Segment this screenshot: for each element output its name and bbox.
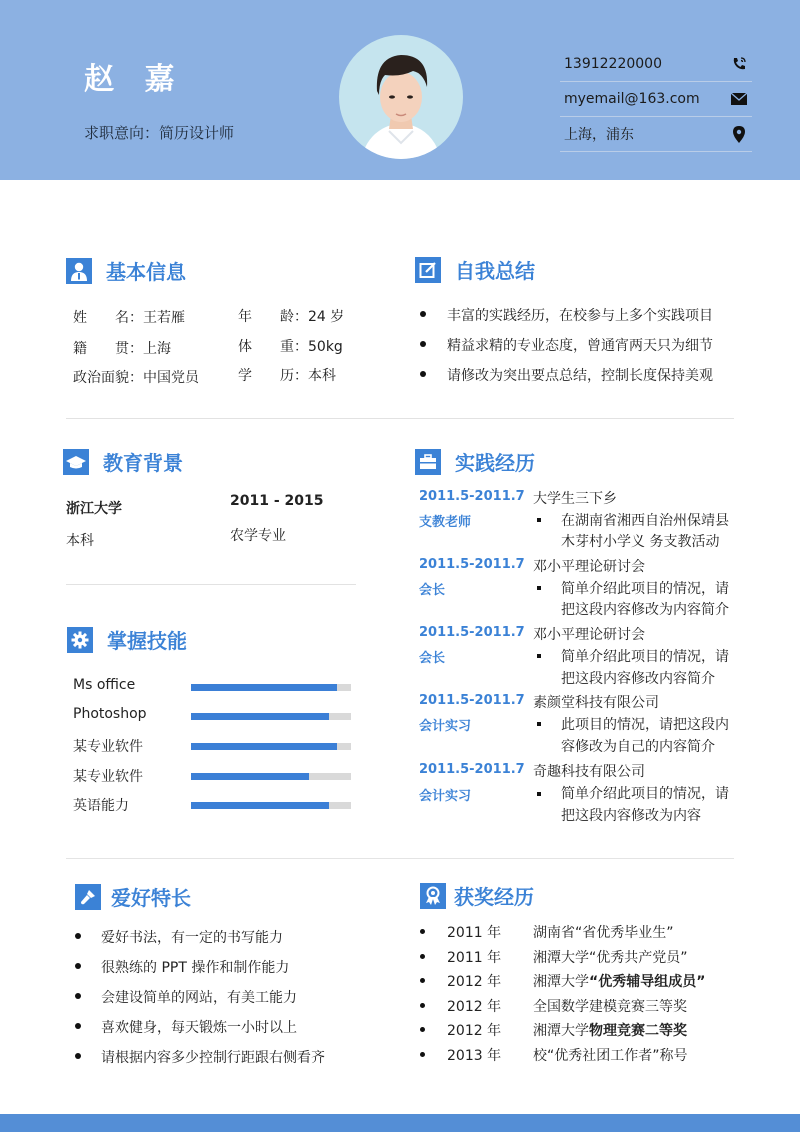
skill-bar [191, 773, 351, 780]
info-age: 年 龄：24 岁 [238, 309, 345, 325]
practice-period: 2011.5-2011.7 [419, 693, 525, 708]
skill-row [73, 706, 373, 726]
skill-bar [191, 743, 351, 750]
header-banner [0, 0, 800, 180]
user-icon [66, 258, 92, 284]
practice-role: 会长 [419, 651, 446, 666]
gear-icon [67, 627, 93, 653]
info-name: 姓 名：王若雁 [73, 310, 185, 326]
contact-list [560, 47, 752, 152]
list-item: 请修改为突出要点总结，控制长度保持美观 [420, 365, 713, 395]
skill-name: Photoshop [73, 706, 147, 722]
divider [66, 858, 734, 859]
brush-icon [75, 884, 101, 910]
practice-org: 大学生三下乡 [533, 491, 617, 507]
practice-period: 2011.5-2011.7 [419, 489, 525, 504]
info-political: 政治面貌：中国党员 [73, 370, 199, 386]
practice-desc: 容修改为自己的内容简介 [561, 739, 715, 755]
practice-org: 邓小平理论研讨会 [533, 627, 645, 643]
skill-row [73, 766, 373, 786]
list-item: 喜欢健身，每天锻炼一小时以上 [75, 1017, 325, 1047]
section-title-text: 掌握技能 [107, 629, 187, 653]
mail-icon [730, 90, 748, 108]
practice-role: 会计实习 [419, 789, 472, 804]
phone-icon [730, 55, 748, 73]
practice-desc: 把这段内容修改为内容 [561, 808, 701, 824]
location-pin-icon [730, 125, 748, 143]
practice-desc: 简单介绍此项目的情况，请 [561, 581, 729, 597]
avatar [339, 35, 463, 159]
education-period: 2011 - 2015 [230, 493, 324, 509]
email-address: myemail@163.com [564, 91, 700, 107]
skill-name: 某专业软件 [73, 769, 143, 785]
section-basic-info [66, 256, 186, 285]
major: 农学专业 [230, 528, 286, 544]
hobbies-list [75, 927, 325, 1077]
skill-name: 某专业软件 [73, 739, 143, 755]
practice-desc: 简单介绍此项目的情况，请 [561, 649, 729, 665]
section-title-text: 教育背景 [103, 451, 183, 475]
section-title-text: 实践经历 [455, 451, 535, 475]
school-name: 浙江大学 [66, 501, 122, 517]
contact-phone[interactable] [560, 47, 752, 82]
practice-desc: 把这段内容修改为内容简介 [561, 602, 729, 618]
briefcase-icon [415, 449, 441, 475]
contact-location[interactable] [560, 117, 752, 152]
skill-name: 英语能力 [73, 798, 129, 814]
divider [66, 418, 734, 419]
section-self-summary [415, 255, 535, 284]
practice-period: 2011.5-2011.7 [419, 557, 525, 572]
practice-role: 支教老师 [419, 515, 472, 530]
section-title-text: 爱好特长 [111, 886, 191, 910]
skill-bar [191, 713, 351, 720]
list-item: 丰富的实践经历，在校参与上多个实践项目 [420, 305, 713, 335]
footer-bar [0, 1114, 800, 1132]
practice-org: 素颜堂科技有限公司 [533, 695, 659, 711]
practice-desc: 简单介绍此项目的情况，请 [561, 786, 729, 802]
phone-number: 13912220000 [564, 56, 662, 72]
skill-row [73, 795, 373, 815]
skill-row [73, 677, 373, 697]
info-hometown: 籍 贯：上海 [73, 341, 171, 357]
section-hobbies [75, 882, 191, 911]
contact-email[interactable] [560, 82, 752, 117]
section-practice [415, 447, 535, 476]
info-education-level: 学 历：本科 [238, 368, 336, 384]
section-title-text: 基本信息 [106, 260, 186, 284]
list-item: 精益求精的专业态度，曾通宵两天只为细节 [420, 335, 713, 365]
skill-row [73, 736, 373, 756]
avatar-portrait-icon [339, 35, 463, 159]
section-title-text: 获奖经历 [454, 885, 534, 909]
job-intent: 求职意向：简历设计师 [84, 124, 235, 142]
section-education [63, 447, 183, 476]
list-item: 请根据内容多少控制行距跟右侧看齐 [75, 1047, 325, 1077]
practice-org: 奇趣科技有限公司 [533, 764, 645, 780]
list-item: 很熟练的 PPT 操作和制作能力 [75, 957, 325, 987]
section-skills [67, 625, 187, 654]
practice-desc: 把这段内容修改内容简介 [561, 671, 715, 687]
section-awards [420, 881, 534, 910]
edit-icon [415, 257, 441, 283]
location-text: 上海，浦东 [564, 127, 634, 143]
practice-desc: 在湖南省湘西自治州保靖县 [561, 513, 729, 529]
practice-desc: 此项目的情况，请把这段内 [561, 717, 729, 733]
self-summary-list [420, 305, 713, 395]
award-ribbon-icon [420, 883, 446, 909]
divider [66, 584, 356, 585]
skill-name: Ms office [73, 677, 136, 693]
graduation-cap-icon [63, 449, 89, 475]
skill-bar [191, 802, 351, 809]
practice-desc: 木芽村小学义 务支教活动 [561, 534, 720, 550]
practice-role: 会长 [419, 583, 446, 598]
practice-role: 会计实习 [419, 719, 472, 734]
degree: 本科 [66, 533, 94, 549]
skill-bar [191, 684, 351, 691]
practice-org: 邓小平理论研讨会 [533, 559, 645, 575]
info-weight: 体 重：50kg [238, 339, 343, 355]
list-item: 爱好书法，有一定的书写能力 [75, 927, 325, 957]
list-item: 会建设简单的网站，有美工能力 [75, 987, 325, 1017]
practice-period: 2011.5-2011.7 [419, 762, 525, 777]
candidate-name: 赵 嘉 [84, 62, 185, 97]
section-title-text: 自我总结 [455, 259, 535, 283]
practice-period: 2011.5-2011.7 [419, 625, 525, 640]
